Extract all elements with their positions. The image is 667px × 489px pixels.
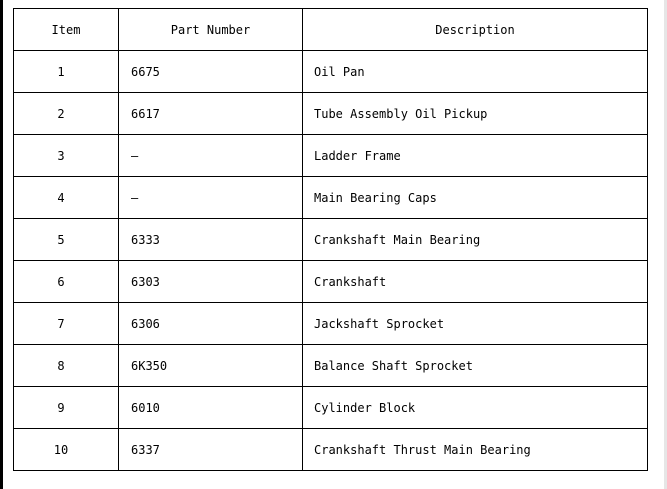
part-number-cell: — [119,177,303,219]
table-row [14,51,648,93]
table-row [14,387,648,429]
description-cell: Ladder Frame [303,135,648,177]
part-number-cell: 6306 [119,303,303,345]
parts-table [13,8,648,471]
description-cell: Cylinder Block [303,387,648,429]
table-row [14,303,648,345]
table-row [14,93,648,135]
description-cell: Crankshaft Thrust Main Bearing [303,429,648,471]
description-cell: Crankshaft [303,261,648,303]
part-number-cell: 6K350 [119,345,303,387]
part-number-cell: 6333 [119,219,303,261]
table-header-row [14,9,648,51]
description-cell: Tube Assembly Oil Pickup [303,93,648,135]
header-description: Description [303,9,648,51]
item-cell: 2 [14,93,119,135]
table-row [14,135,648,177]
description-cell: Main Bearing Caps [303,177,648,219]
table-row [14,345,648,387]
item-cell: 9 [14,387,119,429]
table-row [14,261,648,303]
item-cell: 6 [14,261,119,303]
item-cell: 7 [14,303,119,345]
part-number-cell: 6337 [119,429,303,471]
description-cell: Balance Shaft Sprocket [303,345,648,387]
part-number-cell: 6303 [119,261,303,303]
table-row [14,219,648,261]
item-cell: 1 [14,51,119,93]
left-frame-edge [0,0,3,489]
table-row [14,429,648,471]
part-number-cell: 6010 [119,387,303,429]
header-item: Item [14,9,119,51]
part-number-cell: 6675 [119,51,303,93]
header-part-number: Part Number [119,9,303,51]
item-cell: 10 [14,429,119,471]
item-cell: 4 [14,177,119,219]
item-cell: 5 [14,219,119,261]
description-cell: Crankshaft Main Bearing [303,219,648,261]
item-cell: 8 [14,345,119,387]
description-cell: Oil Pan [303,51,648,93]
part-number-cell: 6617 [119,93,303,135]
description-cell: Jackshaft Sprocket [303,303,648,345]
table-row [14,177,648,219]
part-number-cell: — [119,135,303,177]
item-cell: 3 [14,135,119,177]
